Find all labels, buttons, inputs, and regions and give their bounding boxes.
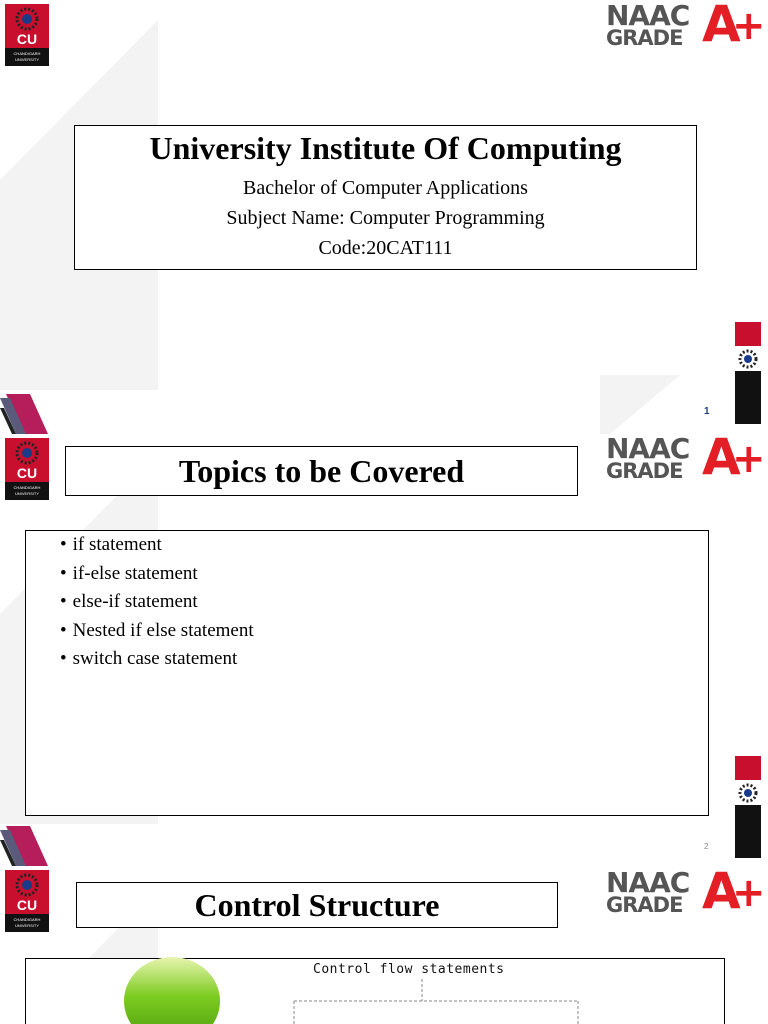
list-item: • else-if statement [60,588,708,617]
title-box [65,446,578,496]
corner-stripes [0,394,50,434]
cu-logo-text: CU [16,465,38,481]
diagram-connectors [286,979,586,1024]
subtitle-line-3: Code:20CAT111 [318,237,453,259]
cu-logo-text: CU [16,897,38,913]
cu-logo [5,870,49,932]
slide-3 [0,868,768,1024]
content-box [25,530,709,816]
grade-letter: A [702,868,741,920]
cu-logo-text: CU [16,31,38,47]
grade-word: GRADE [606,459,683,483]
naac-word: NAAC [606,434,690,465]
green-circle [122,957,222,1024]
slide-number: 2 [704,842,709,851]
grade-word: GRADE [606,26,683,50]
cu-logo-subtext-2: UNIVERSITY [14,491,39,496]
list-item: • if statement [60,531,708,560]
cu-logo [5,438,49,500]
slide-title: University Institute Of Computing [149,130,622,166]
title-box [76,882,558,928]
cu-logo-subtext-1: CHANDIGARH [13,485,41,490]
slide-1 [0,0,768,434]
cu-logo [5,4,49,66]
slide-title: Control Structure [194,887,440,923]
list-item: • if-else statement [60,560,708,589]
side-bar-logo [735,322,761,424]
grade-letter: A [702,0,741,53]
slide-title: Topics to be Covered [178,453,465,489]
cu-logo-subtext-2: UNIVERSITY [14,57,39,62]
grade-plus: + [732,3,766,49]
topics-list [60,531,708,674]
grade-letter: A [702,434,741,486]
grade-plus: + [732,436,766,482]
naac-logo [606,436,764,484]
cu-logo-subtext-1: CHANDIGARH [13,51,41,56]
naac-word: NAAC [606,0,690,32]
slide-number: 1 [704,406,710,417]
side-bar-logo [735,756,761,858]
subtitle-line-2: Subject Name: Computer Programming [226,207,545,229]
cu-logo-subtext-1: CHANDIGARH [13,917,41,922]
naac-word: NAAC [606,868,690,899]
naac-logo [606,870,764,918]
corner-stripes [0,826,50,866]
list-item: • switch case statement [60,645,708,674]
subtitle-line-1: Bachelor of Computer Applications [243,177,528,199]
cu-logo-subtext-2: UNIVERSITY [14,923,39,928]
list-item: • Nested if else statement [60,617,708,646]
grade-word: GRADE [606,893,683,917]
grade-plus: + [732,870,766,916]
title-box [74,125,697,270]
diagram-box [25,958,725,1024]
naac-logo [606,0,766,53]
slide-2 [0,434,768,868]
diagram-label: Control flow statements [313,962,505,977]
